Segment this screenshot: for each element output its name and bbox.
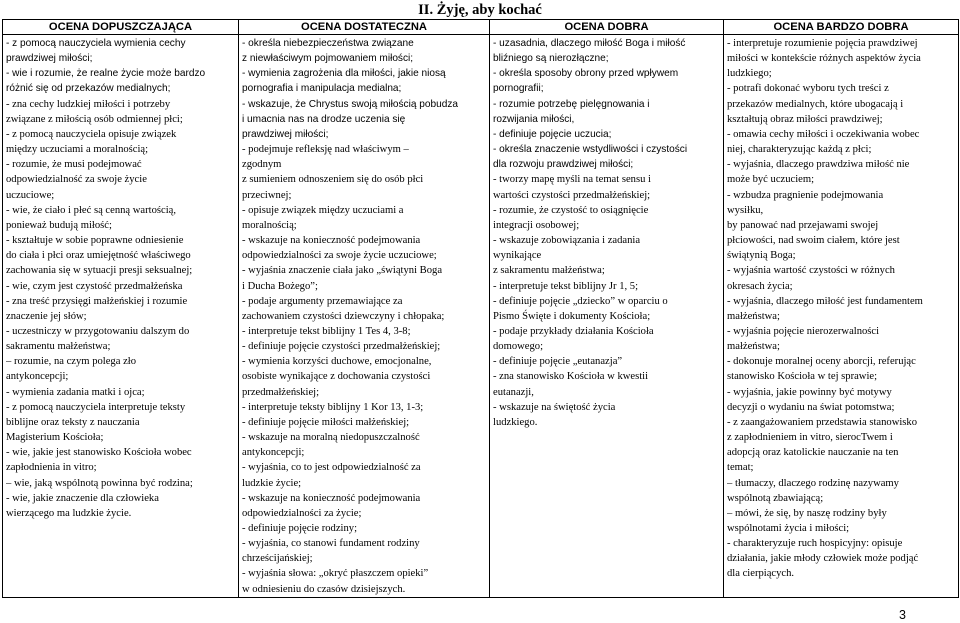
cell-line: - zna treść przysięgi małżeńskiej i rozumie — [6, 295, 188, 307]
cell-line: znaczenie jej słów; — [6, 310, 87, 322]
cell-line: wierzącego ma ludzkie życie. — [6, 507, 132, 519]
cell-line: z sumieniem odnoszeniem się do osób płci — [242, 174, 424, 186]
cell-line: - wyjaśnia słowa: „okryć płaszczem opieki” — [242, 568, 429, 580]
page-title: II. Żyję, aby kochać — [418, 2, 542, 18]
cell-line: działania, jakie młody człowiek może podjąć — [727, 553, 919, 565]
cell-line: przeciwnej; — [242, 189, 292, 201]
cell-line: i umacnia nas na drodze uczenia się — [242, 113, 406, 125]
cell-line: - omawia cechy miłości i oczekiwania wobec — [727, 128, 920, 140]
cell-line: domowego; — [493, 341, 544, 353]
cell-line: do ciała i płci oraz umiejętność właściwego — [6, 250, 191, 262]
cell-line: uczuciowe; — [6, 189, 55, 201]
cell-line: - uczestniczy w przygotowaniu dalszym do — [6, 325, 190, 337]
cell-line: antykoncepcji; — [6, 371, 69, 383]
cell-line: prawdziwej miłości; — [242, 128, 329, 140]
cell-line: wspólnotami życia i miłości; — [727, 523, 850, 534]
cell-line: antykoncepcji; — [242, 447, 305, 459]
cell-line: rozwijania miłości, — [493, 113, 575, 125]
cell-line: - zna stanowisko Kościoła w kwestii — [493, 371, 649, 383]
cell-line: chrześcijańskiej; — [242, 553, 313, 565]
cell-line: w odniesieniu do czasów dzisiejszych. — [242, 583, 406, 595]
header-cell: OCENA DOBRA — [490, 20, 724, 35]
cell-line: - definiuje pojęcie uczucia; — [493, 128, 612, 140]
cell-line: - zna cechy ludzkiej miłości i potrzeby — [6, 98, 171, 110]
header-cell: OCENA DOSTATECZNA — [239, 20, 490, 35]
cell-line: decyzji o wydaniu na świat potomstwa; — [727, 401, 895, 413]
cell-line: z sakramentu małżeństwa; — [493, 265, 605, 277]
cell-line: dla cierpiących. — [727, 568, 795, 580]
cell-line: ludzkiego. — [493, 416, 538, 428]
cell-line: sakramentu małżeństwa; — [6, 341, 111, 353]
cell-line: - z pomocą nauczyciela wymienia cechy — [6, 38, 186, 49]
cell-line: - wskazuje, że Chrystus swoją miłością pobudza — [242, 98, 458, 110]
cell-line: - wyjaśnia, jakie powinny być motywy — [727, 386, 892, 398]
cell-line: - wskazuje na świętość życia — [493, 401, 616, 413]
cell-line: - wyjaśnia, co stanowi fundament rodziny — [242, 538, 420, 550]
cell-line: pornografii; — [493, 83, 544, 95]
cell-line: – mówi, że się, by naszę rodziny były — [727, 507, 887, 519]
cell-line: - dokonuje moralnej oceny aborcji, referując — [727, 356, 916, 368]
cell-line: – tłumaczy, dlaczego rodzinę nazywamy — [727, 477, 899, 489]
cell-line: temat; — [727, 462, 754, 474]
cell-line: - wyjaśnia znaczenie ciała jako „świątyni Boga — [242, 265, 443, 277]
cell-line: różnić się od przekazów medialnych; — [6, 83, 171, 95]
cell-line: - kształtuje w sobie poprawne odniesienie — [6, 235, 184, 247]
cell-line: wartości czystości przedmałżeńskiej; — [493, 189, 651, 201]
cell-line: - wie, że ciało i płeć są cenną wartością, — [6, 204, 177, 216]
cell-line: - określa niebezpieczeństwa związane — [242, 38, 414, 49]
cell-line: odpowiedzialności za swoje życie uczuciowe; — [242, 250, 437, 262]
cell-line: moralnością; — [242, 219, 297, 231]
cell-line: - wymienia zagrożenia dla miłości, jakie niosą — [242, 68, 446, 80]
cell-line: odpowiedzialności za życie; — [242, 507, 362, 519]
cell-line: - rozumie, że musi podejmować — [6, 159, 142, 171]
cell-line: bliźniego są nierozłączne; — [493, 53, 609, 65]
cell-line: - wie, jakie jest stanowisko Kościoła wobec — [6, 447, 192, 459]
cell-line: - tworzy mapę myśli na temat sensu i — [493, 174, 651, 186]
cell-line: - określa sposoby obrony przed wpływem — [493, 68, 679, 80]
cell-line: - wie, czym jest czystość przedmałżeńska — [6, 280, 183, 292]
cell-line: - wie i rozumie, że realne życie może bardzo — [6, 68, 206, 80]
cell-line: zachowania się w sytuacji presji seksualnej; — [6, 265, 193, 277]
cell-line: stanowisko Kościoła w tej sprawie; — [727, 371, 878, 383]
cell-line: i Ducha Bożego”; — [242, 280, 318, 292]
cell-line: małżeństwa; — [727, 341, 780, 353]
cell-line: - wyjaśnia, dlaczego miłość jest fundamentem — [727, 295, 923, 307]
cell-line: z niewłaściwym pojmowaniem miłości; — [242, 53, 414, 65]
cell-line: biblijne oraz teksty z nauczania — [6, 416, 140, 428]
cell-line: dla rozwoju prawdziwej miłości; — [493, 159, 634, 171]
cell-line: - wyjaśnia, dlaczego prawdziwa miłość nie — [727, 159, 910, 171]
page-number: 3 — [899, 608, 906, 622]
cell-line: - potrafi dokonać wyboru tych treści z — [727, 83, 889, 95]
cell-line: - definiuje pojęcie czystości przedmałżeńskiej; — [242, 341, 441, 353]
cell-line: - wskazuje na konieczność podejmowania — [242, 492, 421, 504]
cell-line: zapłodnienia in vitro; — [6, 462, 97, 474]
cell-line: - interpretuje tekst biblijny 1 Tes 4, 3-8; — [242, 325, 411, 337]
cell-line: ponieważ budują miłość; — [6, 219, 112, 231]
cell-line: - określa znaczenie wstydliwości i czystości — [493, 144, 688, 156]
cell-line: świątynią Boga; — [727, 250, 796, 262]
cell-line: prawdziwej miłości; — [6, 53, 93, 65]
column-bardzo-dobra — [724, 35, 959, 598]
cell-line: - definiuje pojęcie „dziecko” w oparciu o — [493, 295, 668, 307]
cell-line: - opisuje związek między uczuciami a — [242, 204, 404, 216]
content-row — [3, 35, 959, 598]
cell-line: - interpretuje teksty biblijny 1 Kor 13, 1-3; — [242, 401, 424, 413]
column-dostateczna — [239, 35, 490, 598]
cell-line: wspólnotą zbawiającą; — [727, 492, 824, 504]
cell-line: - definiuje pojęcie rodziny; — [242, 523, 358, 534]
cell-line: - z pomocą nauczyciela interpretuje teksty — [6, 401, 186, 413]
cell-line: - wyjaśnia wartość czystości w różnych — [727, 265, 895, 277]
cell-line: - wie, jakie znaczenie dla człowieka — [6, 492, 159, 504]
cell-line: osobiste wynikające z dochowania czystości — [242, 371, 431, 383]
cell-line: - podejmuje refleksję nad właściwym – — [242, 144, 409, 156]
cell-line: wysiłku, — [727, 204, 764, 216]
cell-line: Magisterium Kościoła; — [6, 432, 104, 444]
header-row — [3, 20, 959, 35]
cell-line: - z zaangażowaniem przedstawia stanowisko — [727, 416, 918, 428]
cell-line: - wskazuje na moralną niedopuszczalność — [242, 432, 420, 444]
cell-line: by panować nad przejawami swojej — [727, 219, 879, 231]
cell-line: - wzbudza pragnienie podejmowania — [727, 189, 884, 201]
cell-line: odpowiedzialność za swoje życie — [6, 174, 147, 186]
header-cell: OCENA DOPUSZCZAJĄCA — [3, 20, 239, 35]
cell-line: wynikające — [493, 250, 542, 262]
cell-line: kształtują obraz miłości prawdziwej; — [727, 113, 883, 125]
cell-line: - definiuje pojęcie „eutanazja” — [493, 356, 623, 368]
cell-line: - uzasadnia, dlaczego miłość Boga i miłość — [493, 38, 686, 49]
cell-line: pornografia i manipulacja medialna; — [242, 83, 402, 95]
cell-line: niej, charakteryzując każdą z płci; — [727, 144, 872, 156]
cell-line: - wymienia zadania matki i ojca; — [6, 386, 145, 398]
cell-line: między uczuciami a moralnością; — [6, 144, 149, 156]
column-dobra — [490, 35, 724, 598]
cell-line: - wyjaśnia, co to jest odpowiedzialność za — [242, 462, 421, 474]
column-dopuszczajaca — [3, 35, 239, 598]
cell-line: przedmałżeńskiej; — [242, 386, 320, 398]
cell-line: może być uczuciem; — [727, 174, 815, 186]
header-cell: OCENA BARDZO DOBRA — [724, 20, 959, 35]
cell-line: – wie, jaką wspólnotą powinna być rodzina; — [6, 477, 193, 489]
cell-line: integracji osobowej; — [493, 219, 580, 231]
cell-line: - interpretuje rozumienie pojęcia prawdziwej — [727, 38, 918, 49]
cell-line: - wskazuje na konieczność podejmowania — [242, 235, 421, 247]
cell-line: - wyjaśnia pojęcie nierozerwalności — [727, 325, 880, 337]
cell-line: małżeństwa; — [727, 310, 780, 322]
cell-line: - rozumie potrzebę pielęgnowania i — [493, 98, 650, 110]
cell-line: - charakteryzuje ruch hospicyjny: opisuje — [727, 538, 903, 550]
cell-line: - rozumie, że czystość to osiągnięcie — [493, 204, 649, 216]
cell-line: ludzkiego; — [727, 68, 772, 80]
cell-line: ludzkie życie; — [242, 477, 302, 489]
cell-line: adopcją oraz katolickie nauczanie na ten — [727, 447, 899, 459]
cell-line: eutanazji, — [493, 386, 534, 398]
cell-line: zachowaniem czystości dziewczyny i chłopaka; — [242, 310, 445, 322]
cell-line: - wymienia korzyści duchowe, emocjonalne, — [242, 356, 432, 368]
cell-line: płciowości, nad swoim ciałem, które jest — [727, 235, 900, 247]
cell-line: - podaje przykłady działania Kościoła — [493, 325, 654, 337]
cell-line: – rozumie, na czym polega zło — [6, 356, 137, 368]
cell-line: Pismo Święte i dokumenty Kościoła; — [493, 310, 651, 322]
grading-table — [2, 19, 959, 598]
cell-line: z zapłodnieniem in vitro, sierocTwem i — [727, 432, 893, 444]
cell-line: miłości w kontekście różnych aspektów życia — [727, 53, 921, 65]
cell-line: - definiuje pojęcie miłości małżeńskiej; — [242, 416, 410, 428]
cell-line: związane z miłością osób odmiennej płci; — [6, 113, 183, 125]
cell-line: - podaje argumenty przemawiające za — [242, 295, 403, 307]
cell-line: - z pomocą nauczyciela opisuje związek — [6, 128, 177, 140]
cell-line: przekazów medialnych, które ubogacają i — [727, 98, 904, 110]
cell-line: okresach życia; — [727, 280, 793, 292]
cell-line: zgodnym — [242, 159, 282, 171]
cell-line: - interpretuje tekst biblijny Jr 1, 5; — [493, 280, 639, 292]
cell-line: - wskazuje zobowiązania i zadania — [493, 235, 641, 247]
